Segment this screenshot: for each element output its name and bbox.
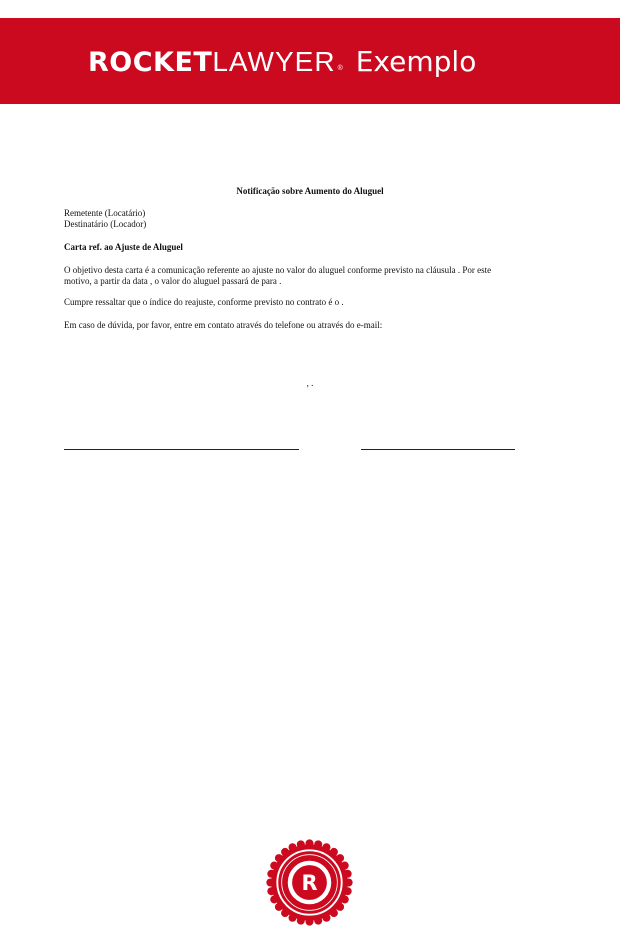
brand-header <box>0 18 620 104</box>
signature-line-sender <box>64 449 299 450</box>
brand-suffix: Exemplo <box>355 45 477 78</box>
paragraph-3: Em caso de dúvida, por favor, entre em contato através do telefone ou através do e-mail: <box>64 320 383 330</box>
brand-name-strong: ROCKET <box>88 47 213 78</box>
signature-line-recipient <box>361 449 515 450</box>
paragraph-1-line-2: motivo, a partir da data , o valor do aluguel passará de para . <box>64 275 282 286</box>
place-date-line: , . <box>306 378 314 388</box>
recipient-line: Destinatário (Locador) <box>64 218 147 229</box>
paragraph-2: Cumpre ressaltar que o índice do reajuste, conforme previsto no contrato é o . <box>64 297 344 307</box>
brand-logo <box>88 45 476 81</box>
seal-letter: R <box>301 870 318 895</box>
sender-line: Remetente (Locatário) <box>64 208 146 218</box>
brand-name-light: LAWYER <box>212 46 336 77</box>
paragraph-1-line-1: O objetivo desta carta é a comunicação referente ao ajuste no valor do aluguel conforme previsto na cláusula . Por este <box>64 265 492 275</box>
rocketlawyer-seal-icon <box>266 839 353 926</box>
letter-subject: Carta ref. ao Ajuste de Aluguel <box>64 242 183 252</box>
document-title: Notificação sobre Aumento do Aluguel <box>236 186 384 196</box>
registered-mark: ® <box>337 65 343 72</box>
